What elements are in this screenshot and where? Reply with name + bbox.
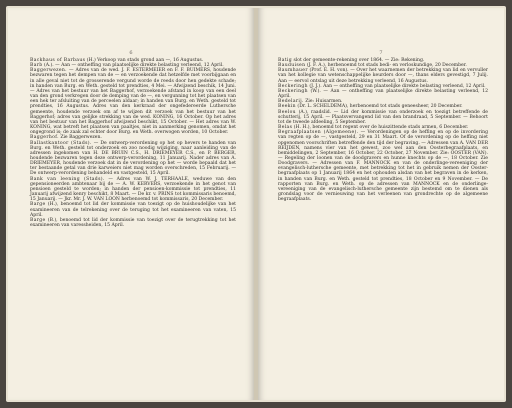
entry-heading: Barge <box>30 202 46 208</box>
index-entry <box>30 141 236 177</box>
entry-text: (A.). — Aan — ontheffing van plaatselijke direkte belasting verleend, 12 April. <box>42 63 224 69</box>
right-page-text <box>278 58 488 202</box>
index-entry <box>30 202 236 217</box>
entry-heading: Bank van leening (Stads). <box>30 176 105 182</box>
right-page <box>258 8 504 400</box>
entry-heading: Barge <box>30 217 46 223</box>
entry-heading: Bauduisen <box>278 63 306 69</box>
entry-heading: Beckeringh <box>278 88 308 94</box>
left-page-text <box>30 58 236 228</box>
entry-text: — De ontwerp-verordening op het op hevers te handen van Burg. en Weth. gesteld tot onderzoek en zoo noodig wijziging, naar aanleiding van de adressen ingekomen van H. DE BRUIN C.S., H. DRIEMEYER C.S., en P. BERGER, houdende bezwaren tegen deze ontwerp-verordening, 11 Januarij. Nader adres van A. DRIEMEYER, houdende verzoek dat in de verordening op het — worde bepaald dat het ter bestaande getal van drie karweiers niet mag worden overschreden, 15 Februarij. — De ontwerp-verordening behandeld en vastgesteld, 15 April. <box>30 140 236 177</box>
entry-text: — Verordeningen op de heffing en op de invordering van regten op de —, vastgesteld, 29 en 31 Maart. Of de verordening op de heffing niet opgenomen voorschriften betreffende den tijd der begraving. — Adressen van A. VAN DER REIJDEN, namens vier van het gewest, zoo wel aan den Oosterbegraafplaats, en bemiddelingen, 2 September, 16 October, 22 October, 27 November. Zie: OOSTER (VAN). — Regeling der loonen van de doodgravers en hunne knechts op de —, 18 October. Zie Doodgravers. — Adressen van F. MANNOCK en van de onderlinge-vereeniging der evangelisch-luthersche gemeente, met betrekking tot het in gebruik nemen der Ooster-begraafplaats op 1 Januarij 1864 en het ophouden alsdan van het begraven in de kerken, in handen van Burg. en Weth. gesteld tot prendties, 18 October en 9 November. — De rapporten van Burg. en Weth. op de adressen van MANNOCK en de onderlinge-vereeniging van de evangelisch-luthersche gemeente zijn bestemd om te dienen als grondslag voor de vernieuwing van het verleenen van grondrechte op de algemeene begraafplaats. <box>278 130 488 203</box>
left-page <box>8 8 254 400</box>
entry-text: (Prof. E. H. von). — Over het waarnemen der betrekking van lid en vervuller van het kollegie van wetenschappelijke keurders door —, thans elders gevestigd, 7 Julij. Aan — eervol ontslag uit deze betrekking verleend, 16 Augustus. <box>278 68 488 84</box>
entry-heading: Beckeringh <box>278 83 308 89</box>
index-entry <box>278 130 488 202</box>
index-entry <box>30 177 236 203</box>
index-entry <box>278 89 488 99</box>
entry-text: (J. F. A.), herbenoemd tot stads bedi- en verloskundige, 20 December. <box>305 63 467 69</box>
right-page-number: 7 <box>379 50 383 56</box>
entry-heading: Bedelarij. <box>278 99 304 105</box>
entry-text: Zie: Huisarmen. <box>303 99 343 105</box>
entry-text: (Dr. L. SCHELDEMA), herbenoemd tot stads geneesheer, 20 December. <box>295 104 463 110</box>
entry-text: — Adres van W. J. TERHAALE, weduwe van den gepensioneerden ambtenaar bij de — A. W. KERVERS, verzoekende in het genot van pensioen gesteld te worden; in handen der pensioen-kommissie tot prendties, 11 Januarij afwijzend kenry beschikt, 8 Maart. — De kr. v. PRINS tot kommissaris benoemd, 15 Januarij. — Jkr. Mr. J. W. VAN LOON herbenoemd tot kommissaris, 20 December. <box>30 176 237 203</box>
index-entry <box>278 68 488 83</box>
entry-heading: Beekin <box>278 104 296 110</box>
entry-heading: Ballastkantoor (Stads). <box>30 140 92 146</box>
entry-heading: Baggerwezen. <box>30 68 67 74</box>
entry-text: (H.), benoemd tot lid der kommissie van toezigt op de huishoudelijke van het examineeren van de telrekening over de teruging tot het examineeren van vaten, 15 April. <box>30 202 236 218</box>
open-book <box>6 6 506 402</box>
entry-text: (H.) Verkoop van stads grond aan —, 16 Augustus. <box>85 58 204 63</box>
entry-text: (H. H.), benoemd tot regent over de huiszittende stads armen, 6 December. <box>292 125 469 131</box>
entry-heading: Baumhauer <box>278 68 308 74</box>
left-page-number: 6 <box>129 50 133 56</box>
entry-text: slot der gemeente-rekening over 1864. — Zie: Rekening. <box>292 58 425 63</box>
entry-heading: Batig <box>278 58 292 63</box>
entry-heading: Backhaus of Barbaus <box>30 58 86 63</box>
entry-heading: Baggerhof. <box>30 135 59 141</box>
entry-text: (W.). — Aan — ontheffing van plaatselijke direkte belasting verleend, 12 April. <box>278 88 488 100</box>
entry-heading: Begraafplaatsen (Algemeene). <box>278 130 359 136</box>
entry-text: (J. J.). Aan — ontheffing van plaatselijke direkte belasting verleend, 12 April. <box>307 83 486 89</box>
entry-text: (A.), raadslid. — Lid der kommissie van onderzoek en toezigt betreffende de schutterij, 15 April. — Plaatsvervangend lid van den brandraad, 5 September. — Behoort tot de tweede afdeeling, 5 September. <box>278 109 488 125</box>
index-entry <box>30 218 236 228</box>
entry-heading: Belas <box>278 125 293 131</box>
entry-heading: Barb <box>30 63 43 69</box>
entry-heading: Beelou <box>278 109 296 115</box>
index-entry <box>30 68 236 135</box>
entry-text: (B.), benoemd tot lid der kommissie van toezigt over de terugtrekking tot het examineeren van varessheiden, 15 April. <box>30 217 236 228</box>
entry-text: — Adres van de wed. J. F. ESTERMEIER en F. F. BUIMERS, houdende bezwaren tegen het dempen van de — en verzoekende dat hetzelfde met voorbijgaan en in alle geval niet tot de grosserende vergund worde de reeds door hen gedekte schade; in handen van Burg. en Weth. gesteld tot prendties, 4 Mei. — Afwijzend beschik, 14 Juni. — Adres van het bestuur van het Baggerhof, verzoekende afstand in koop van een deel van den grond verkregen door de demping van de —, en vergunning tot het plaatsen van een hek ter afsluiting van de perceelen aldaar; in handen van Burg. en Weth. gesteld tot prendties, 16 Augustus. Adres van den kerkraad der ongefedereerde Luthersche gemeente, houdende verzoek om af te wijzen dit verzoek van het bestuur van het Baggerhof; adres van gelijke strekking van de wed. KONING, 16 October. Op het adres van het bestuur van het Baggerhof afwijzend beschikt, 15 October. — Het adres van W. KONING, wat betreft het plaatsen van paaltjes, niet in aanmerking genomen, omdat het ongegrond is; de zaak zal echter door Burg. en Weth. overwogen worden, 10 October. <box>30 68 236 136</box>
index-entry <box>278 110 488 125</box>
entry-text: Zie Baggerwezen. <box>58 135 102 141</box>
